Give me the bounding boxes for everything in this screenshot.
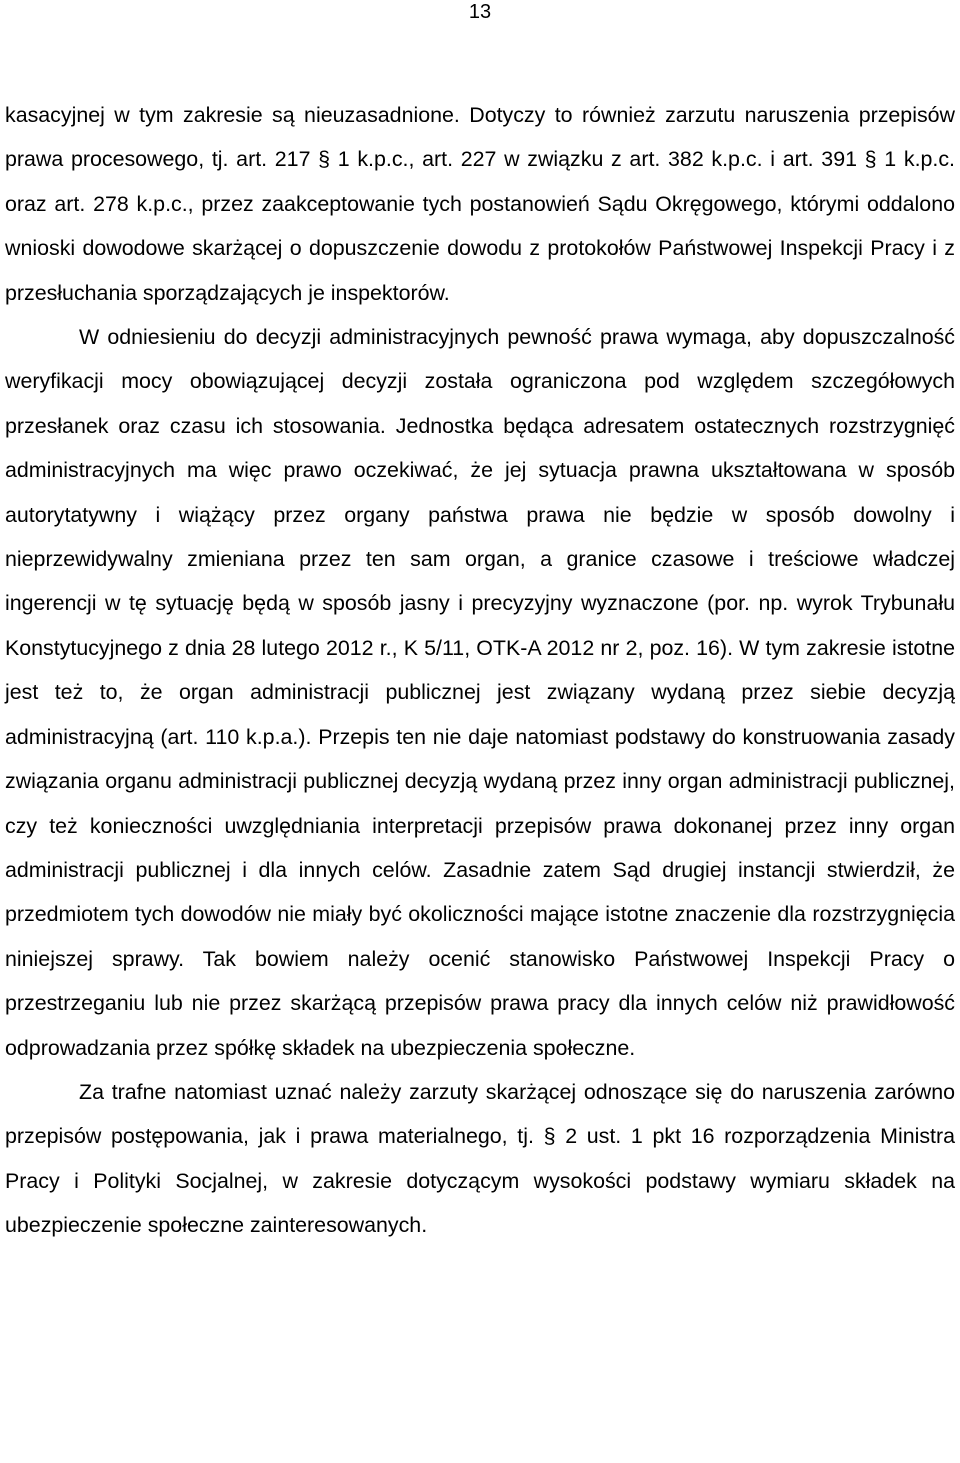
paragraph-justified-charges: Za trafne natomiast uznać należy zarzuty skarżącej odnoszące się do naruszenia zarówno przepisów postępowania, jak i prawa materialnego, tj. § 2 ust. 1 pkt 16 rozporządzenia Ministra Pracy i Polityki Socjalnej, w zakresie dotyczącym wysokości podstawy wymiaru składek na ubezpieczenie społeczne zainteresowanych.: [5, 1079, 955, 1238]
document-body: [5, 93, 955, 1248]
paragraph-administrative-decisions: W odniesieniu do decyzji administracyjnych pewność prawa wymaga, aby dopuszczalność weryfikacji mocy obowiązującej decyzji została ograniczona pod względem szczegółowych przesłanek oraz czasu ich stosowania. Jednostka będąca adresatem ostatecznych rozstrzygnięć administracyjnych ma więc prawo oczekiwać, że jej sytuacja prawna ukształtowana w sposób autorytatywny i wiążący przez organy państwa prawa nie będzie w sposób dowolny i nieprzewidywalny zmieniana przez ten sam organ, a granice czasowe i treściowe władczej ingerencji w tę sytuację będą w sposób jasny i precyzyjny wyznaczone (por. np. wyrok Trybunału Konstytucyjnego z dnia 28 lutego 2012 r., K 5/11, OTK-A 2012 nr 2, poz. 16). W tym zakresie istotne jest też to, że organ administracji publicznej jest związany wydaną przez siebie decyzją administracyjną (art. 110 k.p.a.). Przepis ten nie daje natomiast podstawy do konstruowania zasady związania organu administracji publicznej decyzją wydaną przez inny organ administracji publicznej, czy też konieczności uwzględniania interpretacji przepisów prawa dokonanej przez inny organ administracji publicznej i dla innych celów. Zasadnie zatem Sąd drugiej instancji stwierdził, że przedmiotem tych dowodów nie miały być okoliczności mające istotne znaczenie dla rozstrzygnięcia niniejszej sprawy. Tak bowiem należy ocenić stanowisko Państwowej Inspekcji Pracy o przestrzeganiu lub nie przez skarżącą przepisów prawa pracy dla innych celów niż prawidłowość odprowadzania przez spółkę składek na ubezpieczenia społeczne.: [5, 325, 955, 1060]
page-number: 13: [468, 1, 492, 23]
paragraph-continuation: kasacyjnej w tym zakresie są nieuzasadnione. Dotyczy to również zarzutu naruszenia przepisów prawa procesowego, tj. art. 217 § 1 k.p.c., art. 227 w związku z art. 382 k.p.c. i art. 391 § 1 k.p.c. oraz art. 278 k.p.c., przez zaakceptowanie tych postanowień Sądu Okręgowego, którymi oddalono wnioski dowodowe skarżącej o dopuszczenie dowodu z protokołów Państwowej Inspekcji Pracy i z przesłuchania sporządzających je inspektorów.: [5, 103, 955, 305]
